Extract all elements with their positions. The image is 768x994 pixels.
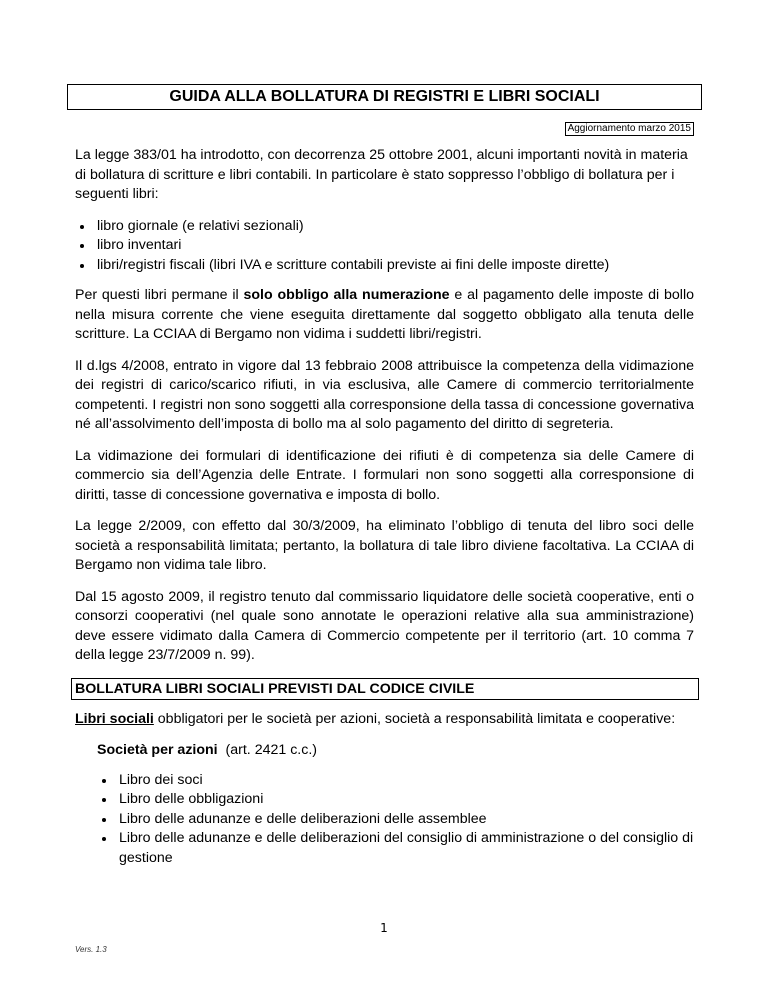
agosto-2009-paragraph: Dal 15 agosto 2009, il registro tenuto dal commissario liquidatore delle società cooperative, enti o consorzi cooperativi (nel quale sono annotate le operazioni relative alla sua amministrazione) deve essere vidimato dalla Camera di Commercio competente per il territorio (art. 10 comma 7 della legge 23/7/2009 n. 99). (75, 588, 694, 663)
list-item: Libro delle adunanze e delle deliberazioni delle assemblee (97, 810, 694, 830)
intro-list (75, 217, 694, 276)
spa-block (75, 741, 694, 868)
page-number: 1 (380, 921, 388, 935)
numerazione-paragraph: Per questi libri permane il solo obbligo alla numerazione e al pagamento delle imposte di bollo nella misura corrente che viene eseguita direttamente dal soggetto obbligato alla tenuta delle scritture. La CCIAA di Bergamo non vidima i suddetti libri/registri. (75, 287, 694, 342)
document-title: GUIDA ALLA BOLLATURA DI REGISTRI E LIBRI SOCIALI (67, 84, 702, 110)
main-content (75, 146, 694, 879)
spa-list (97, 771, 694, 869)
section-heading: BOLLATURA LIBRI SOCIALI PREVISTI DAL CODICE CIVILE (71, 678, 699, 700)
dlgs-paragraph: Il d.lgs 4/2008, entrato in vigore dal 13 febbraio 2008 attribuisce la competenza della vidimazione dei registri di carico/scarico rifiuti, in via esclusiva, alle Camere di commercio territorialmente competenti. I registri non sono soggetti alla corresponsione della tassa di concessione governativa né all’assolvimento dell’imposta di bollo ma al solo pagamento del diritto di segreteria. (75, 357, 694, 432)
list-item: Libro dei soci (97, 771, 694, 791)
list-item: libri/registri fiscali (libri IVA e scritture contabili previste ai fini delle imposte dirette) (75, 256, 694, 276)
legge-2009-paragraph: La legge 2/2009, con effetto dal 30/3/2009, ha eliminato l’obbligo di tenuta del libro soci delle società a responsabilità limitata; pertanto, la bollatura di tale libro diviene facoltativa. La CCIAA di Bergamo non vidima tale libro. (75, 518, 694, 573)
list-item: Libro delle adunanze e delle deliberazioni del consiglio di amministrazione o del consiglio di gestione (97, 829, 694, 868)
list-item: libro inventari (75, 236, 694, 256)
update-note: Aggiornamento marzo 2015 (565, 122, 694, 136)
list-item: Libro delle obbligazioni (97, 790, 694, 810)
version-label: Vers. 1.3 (75, 945, 107, 954)
intro-paragraph: La legge 383/01 ha introdotto, con decorrenza 25 ottobre 2001, alcuni importanti novità in materia di bollatura di scritture e libri contabili. In particolare è stato soppresso l’obbligo di bollatura per i seguenti libri: (75, 147, 688, 202)
libri-sociali-paragraph: Libri sociali obbligatori per le società per azioni, società a responsabilità limitata e cooperative: (75, 710, 676, 727)
list-item: libro giornale (e relativi sezionali) (75, 217, 694, 237)
formulari-paragraph: La vidimazione dei formulari di identificazione dei rifiuti è di competenza sia delle Camere di commercio sia dell’Agenzia delle Entrate. I formulari non sono soggetti alla corresponsione di diritti, tasse di concessione governativa e imposta di bollo. (75, 447, 694, 503)
spa-heading: Società per azioni (art. 2421 c.c.) (97, 742, 317, 758)
